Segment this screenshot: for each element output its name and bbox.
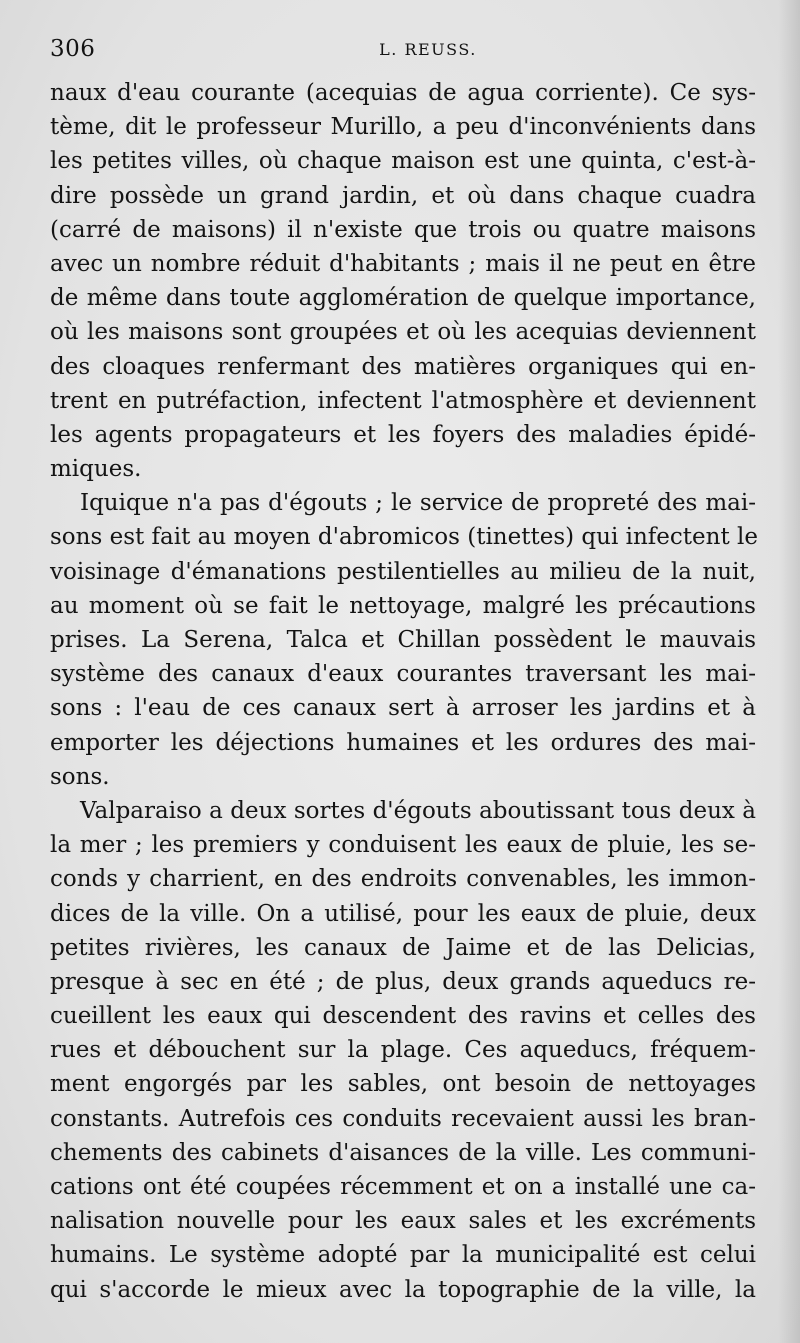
text-line: Valparaiso a deux sortes d'égouts aboutissant tous deux à — [80, 797, 756, 824]
text-line: constants. Autrefois ces conduits recevaient aussi les bran- — [50, 1105, 756, 1132]
text-line: tème, dit le professeur Murillo, a peu d'inconvénients dans — [50, 114, 756, 141]
body-text — [50, 76, 756, 1307]
text-line: prises. La Serena, Talca et Chillan possèdent le mauvais — [50, 627, 756, 653]
text-line: nalisation nouvelle pour les eaux sales et les excréments — [50, 1208, 756, 1235]
text-line: de même dans toute agglomération de quelque importance, — [50, 285, 756, 312]
text-line: cations ont été coupées récemment et on a installé une ca- — [50, 1174, 756, 1200]
text-line: emporter les déjections humaines et les ordures des mai- — [50, 729, 756, 756]
text-line: système des canaux d'eaux courantes traversant les mai- — [50, 661, 756, 688]
text-line: cueillent les eaux qui descendent des ravins et celles des — [50, 1003, 756, 1030]
text-line: sons. — [50, 763, 110, 790]
text-line: trent en putréfaction, infectent l'atmosphère et deviennent — [50, 387, 756, 414]
text-line: dire possède un grand jardin, et où dans chaque cuadra — [50, 182, 756, 209]
text-line: Iquique n'a pas d'égouts ; le service de propreté des mai- — [80, 490, 756, 517]
text-line: (carré de maisons) il n'existe que trois ou quatre maisons — [50, 216, 756, 243]
text-line: naux d'eau courante (acequias de agua corriente). Ce sys- — [50, 80, 756, 106]
text-line: avec un nombre réduit d'habitants ; mais il ne peut en être — [50, 250, 756, 277]
text-line: humains. Le système adopté par la municipalité est celui — [50, 1242, 756, 1269]
text-line: voisinage d'émanations pestilentielles au milieu de la nuit, — [50, 558, 756, 585]
text-line: presque à sec en été ; de plus, deux grands aqueducs re- — [50, 968, 756, 995]
text-line: où les maisons sont groupées et où les acequias deviennent — [50, 319, 756, 346]
running-head: L. REUSS. — [379, 40, 477, 59]
text-line: les agents propagateurs et les foyers des maladies épidé- — [50, 421, 756, 448]
page-header — [50, 36, 756, 70]
text-line: ment engorgés par les sables, ont besoin de nettoyages — [50, 1071, 756, 1098]
text-line: sons est fait au moyen d'abromicos (tinettes) qui infectent le — [50, 524, 758, 551]
scan-shadow — [778, 0, 800, 1343]
text-line: miques. — [50, 456, 142, 483]
text-line: des cloaques renfermant des matières organiques qui en- — [50, 353, 756, 380]
text-line: qui s'accorde le mieux avec la topographie de la ville, la — [50, 1276, 756, 1303]
page-number: 306 — [50, 36, 96, 62]
text-line: conds y charrient, en des endroits convenables, les immon- — [50, 866, 756, 893]
text-line: au moment où se fait le nettoyage, malgré les précautions — [50, 592, 756, 619]
text-line: chements des cabinets d'aisances de la ville. Les communi- — [50, 1139, 756, 1166]
text-line: rues et débouchent sur la plage. Ces aqueducs, fréquem- — [50, 1037, 756, 1064]
text-line: la mer ; les premiers y conduisent les eaux de pluie, les se- — [50, 832, 756, 859]
text-line: petites rivières, les canaux de Jaime et de las Delicias, — [50, 934, 756, 961]
text-line: dices de la ville. On a utilisé, pour les eaux de pluie, deux — [50, 900, 756, 927]
text-line: sons : l'eau de ces canaux sert à arroser les jardins et à — [50, 695, 756, 722]
text-line: les petites villes, où chaque maison est une quinta, c'est-à- — [50, 148, 756, 175]
